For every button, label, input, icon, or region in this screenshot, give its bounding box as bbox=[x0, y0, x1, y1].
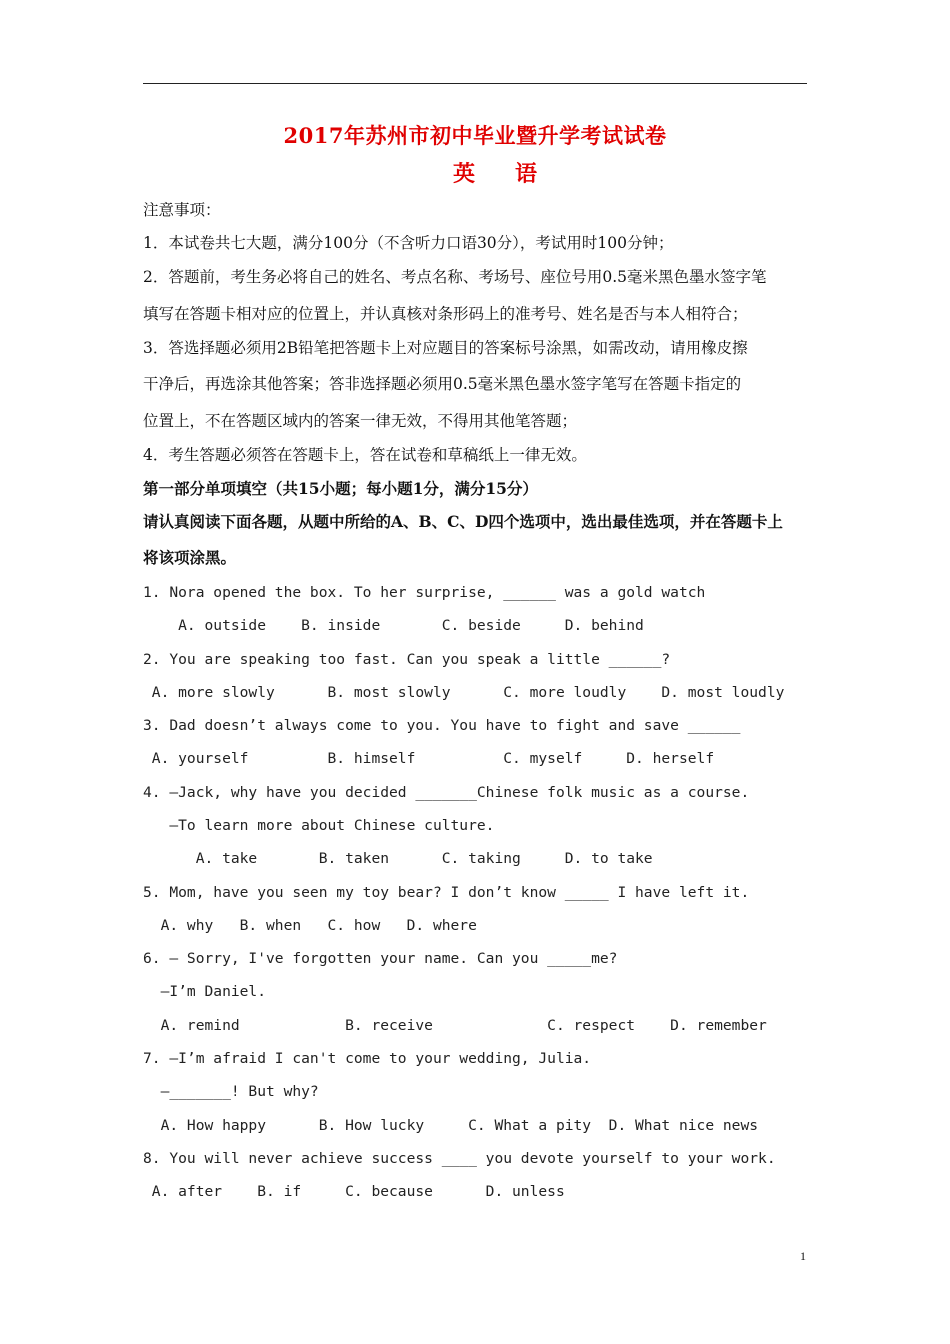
notice-heading: 注意事项： bbox=[143, 201, 221, 219]
question-stem: 3. Dad doesn’t always come to you. You have to fight and save ______ bbox=[143, 717, 741, 734]
notice-item: 3．答选择题必须用2B铅笔把答题卡上对应题目的答案标号涂黑，如需改动，请用橡皮擦 bbox=[143, 339, 748, 357]
part1-instruction: 请认真阅读下面各题，从题中所给的A、B、C、D四个选项中，选出最佳选项，并在答题卡上 bbox=[143, 512, 783, 531]
question-options: A. remind B. receive C. respect D. remember bbox=[143, 1017, 767, 1034]
question-options: A. take B. taken C. taking D. to take bbox=[143, 850, 653, 867]
question-stem: 8. You will never achieve success ____ you devote yourself to your work. bbox=[143, 1150, 776, 1167]
notice-item: 2．答题前，考生务必将自己的姓名、考点名称、考场号、座位号用0.5毫米黑色墨水签字笔 bbox=[143, 268, 767, 286]
question-stem: 4. —Jack, why have you decided _______Chinese folk music as a course. bbox=[143, 784, 750, 801]
part1-heading: 第一部分单项填空（共15小题；每小题1分，满分15分） bbox=[143, 479, 538, 498]
notice-item: 4．考生答题必须答在答题卡上，答在试卷和草稿纸上一律无效。 bbox=[143, 446, 587, 464]
notice-item: 填写在答题卡相对应的位置上，并认真核对条形码上的准考号、姓名是否与本人相符合； bbox=[143, 305, 748, 323]
question-stem: 6. — Sorry, I've forgotten your name. Can you _____me? bbox=[143, 950, 618, 967]
question-options: A. How happy B. How lucky C. What a pity D. What nice news bbox=[143, 1117, 759, 1134]
question-stem: 7. —I’m afraid I can't come to your wedding, Julia. bbox=[143, 1050, 592, 1067]
question-stem: —_______! But why? bbox=[143, 1083, 319, 1100]
notice-item: 1．本试卷共七大题，满分100分（不含听力口语30分），考试用时100分钟； bbox=[143, 234, 674, 252]
question-stem: 2. You are speaking too fast. Can you speak a little ______? bbox=[143, 651, 671, 668]
notice-item: 干净后，再选涂其他答案；答非选择题必须用0.5毫米黑色墨水签字笔写在答题卡指定的 bbox=[143, 375, 742, 393]
question-stem: 5. Mom, have you seen my toy bear? I don’t know _____ I have left it. bbox=[143, 884, 750, 901]
question-options: A. yourself B. himself C. myself D. herself bbox=[143, 750, 715, 767]
header-rule bbox=[143, 83, 807, 84]
question-options: A. outside B. inside C. beside D. behind bbox=[143, 617, 644, 634]
question-stem: —I’m Daniel. bbox=[143, 983, 267, 1000]
exam-subject: 英语 bbox=[452, 161, 577, 187]
part1-instruction: 将该项涂黑。 bbox=[143, 548, 237, 567]
exam-title: 2017年苏州市初中毕业暨升学考试试卷 bbox=[283, 123, 667, 148]
question-options: A. more slowly B. most slowly C. more loudly D. most loudly bbox=[143, 684, 785, 701]
question-stem: 1. Nora opened the box. To her surprise, ______ was a gold watch bbox=[143, 584, 706, 601]
question-options: A. why B. when C. how D. where bbox=[143, 917, 477, 934]
page-number: 1 bbox=[800, 1249, 806, 1263]
question-options: A. after B. if C. because D. unless bbox=[143, 1183, 565, 1200]
notice-item: 位置上，不在答题区域内的答案一律无效，不得用其他笔答题； bbox=[143, 412, 578, 430]
question-stem: —To learn more about Chinese culture. bbox=[143, 817, 495, 834]
